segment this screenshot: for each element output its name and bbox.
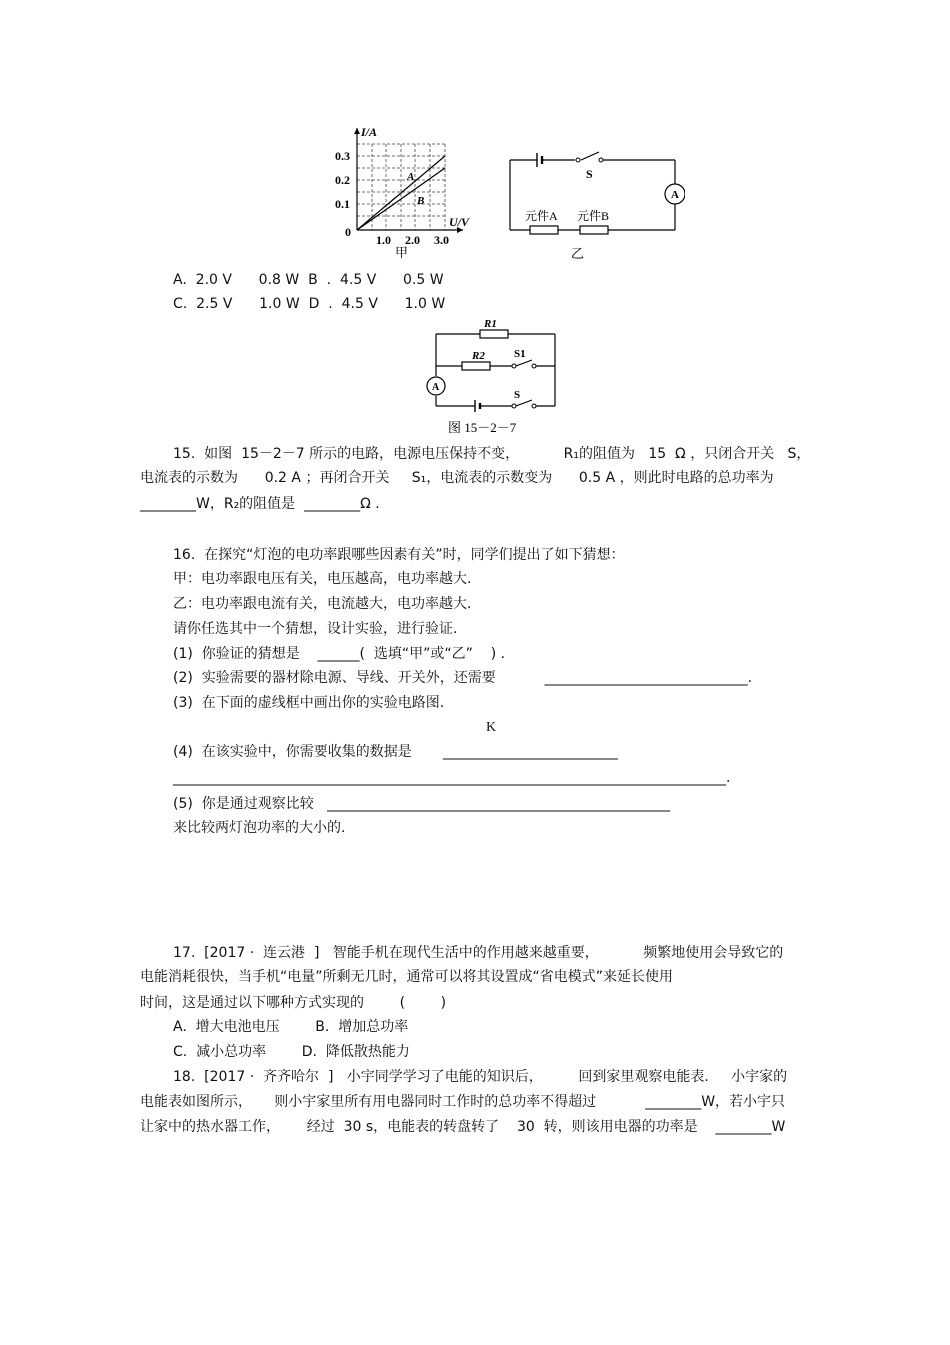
q18-text: 电能表如图所示， 则小宇家里所有用电器同时工作时的总功率不得超过 ________W，若小宇只 [140,1094,786,1110]
q15-text: ________W，R₂的阻值是 ________Ω . [140,496,380,512]
s-label: S [514,389,521,401]
q17-option-line: A. 增大电池电压 B. 增加总功率 [173,1019,409,1035]
q18-text: 18. [2017 · 齐齐哈尔 ] 小宇同学学习了电能的知识后， 回到家里观察电能表. 小宇家的 [173,1069,788,1085]
q17-text: 电能消耗很快，当手机“电量”所剩无几时，通常可以将其设置成“省电模式”来延长使用 [140,969,674,985]
x-tick: 2.0 [405,233,420,247]
q16-text: 乙：电功率跟电流有关，电流越大，电功率越大. [173,596,472,612]
r1-label: R1 [484,318,497,330]
q18-text: 让家中的热水器工作， 经过 30 s，电能表的转盘转了 30 转，则该用电器的功率是 ________W [140,1119,786,1135]
q17-text: 17. [2017 · 连云港 ] 智能手机在现代生活中的作用越来越重要， 频繁地使用会导致它的 [173,945,784,961]
element-a-label: 元件A [525,209,558,223]
q15-text: 15. 如图 15－2－7 所示的电路，电源电压保持不变， R₁的阻值为 15 Ω ，只闭合开关 S， [173,446,811,462]
y-tick: 0.3 [335,149,350,163]
element-b-label: 元件B [577,209,610,223]
q16-text: 甲：电功率跟电压有关，电压越高，电功率越大. [173,571,472,587]
q17-option-line: C. 减小总功率 D. 降低散热能力 [173,1044,410,1060]
line-b-label: B [417,195,425,207]
q14-option-line: A. 2.0 V 0.8 W B . 4.5 V 0.5 W [173,272,444,288]
graph-jia [325,122,485,262]
q14-option-line: C. 2.5 V 1.0 W D . 4.5 V 1.0 W [173,296,446,312]
y-tick: 0.1 [335,197,350,211]
q16-text: 请你任选其中一个猜想，设计实验，进行验证. [173,621,458,637]
y-tick: 0.2 [335,173,350,187]
q16-text: (5) 你是通过观察比较 _________________________________________________ [173,796,671,812]
q16-text: K [486,720,497,735]
origin-label: 0 [345,225,351,239]
q15-text: 电流表的示数为 0.2 A ；再闭合开关 S₁，电流表的示数变为 0.5 A ，则此时电路的总功率为 [140,470,774,486]
q16-text: (2) 实验需要的器材除电源、导线、开关外，还需要 _____________________________. [173,670,753,686]
q16-text: (4) 在该实验中，你需要收集的数据是 _________________________ [173,744,618,760]
q16-text: (1) 你验证的猜想是 ______( 选填“甲”或“乙” ) . [173,646,506,662]
line-a-label: A [407,171,415,183]
x-tick: 3.0 [434,233,449,247]
figure-caption: 甲 [395,245,409,260]
x-axis-label: U/V [449,215,470,229]
figure-caption: 图 15－2－7 [448,420,517,435]
y-axis-label: I/A [361,125,378,139]
line-a [357,156,445,230]
q17-text: 时间，这是通过以下哪种方式实现的 ( ) [140,995,447,1011]
figure-caption: 乙 [571,246,585,261]
circuit-yi [505,148,685,263]
q16-text: _______________________________________________________________________________. [173,770,731,786]
s1-label: S1 [514,348,526,360]
ammeter-label: A [671,189,679,201]
q16-text: 来比较两灯泡功率的大小的. [173,820,346,836]
circuit-15-2-7 [420,316,570,440]
q16-text: 16. 在探究“灯泡的电功率跟哪些因素有关”时，同学们提出了如下猜想： [173,547,625,563]
ammeter-label: A [432,382,440,393]
switch-label: S [586,167,593,181]
x-tick: 1.0 [376,233,391,247]
q16-text: (3) 在下面的虚线框中画出你的实验电路图. [173,695,445,711]
r2-label: R2 [472,350,485,362]
